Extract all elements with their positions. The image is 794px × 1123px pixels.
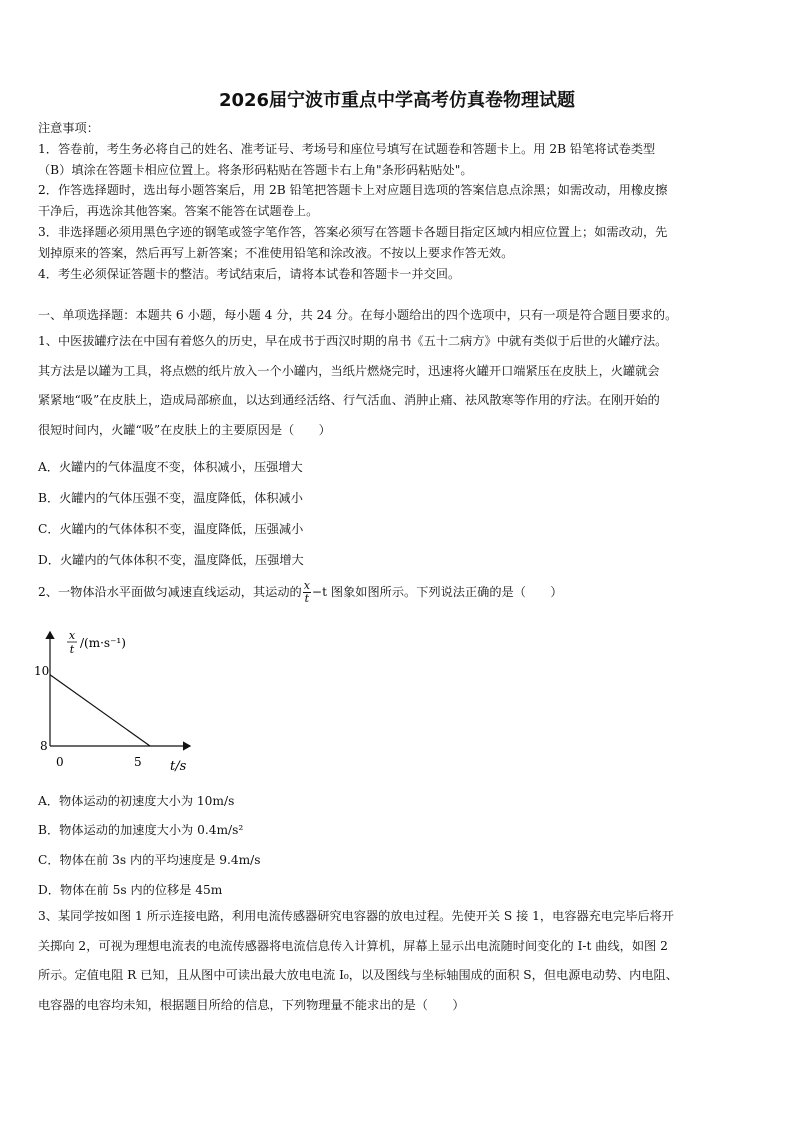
q1-option-b: B．火罐内的气体压强不变，温度降低，体积减小 [38, 491, 303, 505]
question-line: 其方法是以罐为工具，将点燃的纸片放入一个小罐内，当纸片燃烧完时，迅速将火罐开口端紧压在皮肤上，火罐就会 [38, 363, 660, 378]
q2-option-b: B．物体运动的加速度大小为 0.4m/s² [38, 823, 244, 837]
q2-stem-before: 2、一物体沿水平面做匀减速直线运动，其运动的 [38, 585, 302, 599]
y-axis-label [67, 629, 126, 656]
q2-fraction [303, 580, 311, 605]
data-line [50, 675, 150, 746]
q1-option-c: C．火罐内的气体体积不变，温度降低，压强减小 [38, 522, 304, 536]
question-1-stem [38, 327, 764, 445]
q2-graph [30, 626, 200, 781]
notes-line: （B）填涂在答题卡相应位置上。将条形码粘贴在答题卡右上角"条形码粘贴处"。 [38, 162, 473, 177]
question-3-stem [38, 902, 764, 1020]
q2-frac-num: x [303, 579, 310, 592]
question-line: 3、某同学按如图 1 所示连接电路，利用电流传感器研究电容器的放电过程。先使开关 S 接 1，电容器充电完毕后将开 [38, 909, 674, 923]
q2-option-d: D．物体在前 5s 内的位移是 45m [38, 883, 223, 897]
question-line: 1、中医拔罐疗法在中国有着悠久的历史，早在成书于西汉时期的帛书《五十二病方》中就有类似于后世的火罐疗法。 [38, 334, 668, 348]
q2-frac-den: t [304, 592, 310, 605]
q1-option-d: D．火罐内的气体体积不变，温度降低，压强增大 [38, 553, 304, 567]
notes-line: 2．作答选择题时，选出每小题答案后，用 2B 铅笔把答题卡上对应题目选项的答案信息点涂黑；如需改动，用橡皮擦 [38, 183, 668, 198]
notes-line: 划掉原来的答案，然后再写上新答案；不准使用铅笔和涂改液。不按以上要求作答无效。 [38, 245, 514, 260]
notes-heading: 注意事项： [38, 121, 99, 135]
notes-line: 3．非选择题必须用黑色字迹的钢笔或签字笔作答，答案必须写在答题卡各题目指定区域内相应位置上；如需改动，先 [38, 224, 668, 239]
page-title: 2026届宁波市重点中学高考仿真卷物理试题 [218, 90, 576, 111]
section-heading: 一、单项选择题：本题共 6 小题，每小题 4 分，共 24 分。在每小题给出的四个选项中，只有一项是符合题目要求的。 [38, 308, 678, 322]
y-label-unit: /(m·s⁻¹) [80, 636, 126, 650]
q2-option-c: C．物体在前 3s 内的平均速度是 9.4m/s [38, 853, 261, 867]
notes-section [38, 118, 764, 284]
question-line: 所示。定值电阻 R 已知，且从图中可读出最大放电电流 I₀，以及图线与坐标轴围成的面积 S，但电源电动势、内电阻、 [38, 968, 678, 982]
notes-line: 4．考生必须保证答题卡的整洁。考试结束后，请将本试卷和答题卡一并交回。 [38, 266, 461, 281]
notes-line: 1．答卷前，考生务必将自己的姓名、准考证号、考场号和座位号填写在试题卷和答题卡上。用 2B 铅笔将试卷类型 [38, 141, 656, 156]
notes-line: 干净后，再选涂其他答案。答案不能答在试题卷上。 [38, 204, 319, 219]
question-line: 紧紧地“吸”在皮肤上，造成局部瘀血，以达到通经活络、行气活血、消肿止痛、祛风散寒等作用的疗法。在刚开始的 [38, 393, 660, 407]
q2-option-a: A．物体运动的初速度大小为 10m/s [38, 794, 235, 808]
question-line: 电容器的电容均未知，根据题目所给的信息，下列物理量不能求出的是（ ） [38, 997, 465, 1012]
q1-option-a: A．火罐内的气体温度不变，体积减小，压强增大 [38, 460, 303, 474]
question-line: 很短时间内，火罐“吸”在皮肤上的主要原因是（ ） [38, 422, 331, 437]
question-line: 关掷向 2，可视为理想电流表的电流传感器将电流信息传入计算机，屏幕上显示出电流随时间变化的 I-t 曲线，如图 2 [38, 938, 668, 953]
y-label-den: t [69, 643, 75, 656]
x-tick-label-5: 5 [134, 755, 142, 769]
y-label-num: x [68, 629, 76, 642]
y-tick-label-8: 8 [40, 739, 48, 753]
q2-stem-after: −t 图象如图所示。下列说法正确的是（ ） [311, 585, 563, 599]
x-axis-label: t/s [170, 759, 187, 774]
y-tick-label-10: 10 [34, 664, 50, 678]
origin-label: 0 [56, 755, 64, 769]
question-2-stem [38, 580, 562, 605]
